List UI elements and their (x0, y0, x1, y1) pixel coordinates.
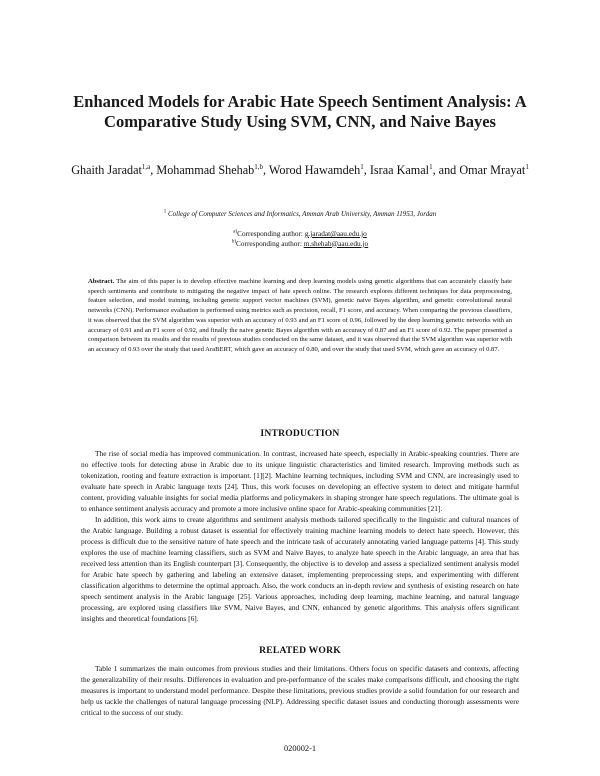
corresponding-authors (70, 229, 530, 248)
author: Ghaith Jaradat$^{1,a}$, (71, 162, 157, 177)
page-number: 020002-1 (283, 744, 317, 753)
abstract (88, 277, 512, 355)
paragraph: Table 1 summarizes the main outcomes from previous studies and their limitations. Others focus on specific datasets and contexts, affecting the generalizability of their results. Differences in evaluation and pre-performance of the scales make comparisons difficult, and choosing the right measures is important to understand model performance. Despite these limitations, previous studies provide a solid foundation for our research and help us tackle the challenges of natural language processing (NLP). Addressing specific dataset issues and conducting thorough assessments were critical to the success of our study. (81, 664, 519, 717)
email-link[interactable]: m.shehab@aau.edu.jo (303, 238, 369, 248)
paragraph: The rise of social media has improved communication. In contrast, increased hate speech, especially in Arabic-speaking countries. There are no effective tools for detecting abuse in Arabic due to its unique linguistic characteristics and limited research. Improving methods such as tokenization, rooting and feature extraction is important. [1][2]. Machine learning techniques, including SVM and CNN, are increasingly used to evaluate hate speech in Arabic language texts [24]. Thus, this work focuses on developing an effective system to detect and mitigate harmful content, providing valuable insights for social media platforms and policymakers in shaping stronger hate speech regulations. The ultimate goal is to enhance sentiment analysis accuracy and promote a more inclusive online space for Arabic-speaking communities [21]. (81, 449, 519, 513)
abstract-label: Abstract. (88, 278, 115, 285)
paper-title: Enhanced Models for Arabic Hate Speech Sentiment Analysis: A Comparative Study Using SVM, CNN, and Naive Bayes (73, 92, 527, 131)
abstract-text: The aim of this paper is to develop effective machine learning and deep learning models using genetic algorithms that can accurately classify hate speech sentiments and contribute to mitigating the negative impact of hate speech online. The research explores different techniques for data preprocessing, feature selection, and model training, including genetic support vector machines (SVM), genetic naive Bayes algorithm, and genetic convolutional neural networks (CNN). Performance evaluation is performed using metrics such as precision, recall, F1 score, and accuracy. When comparing the previous classifiers, it was observed that the SVM algorithm was superior with an accuracy of 0.93 and an F1 score of 0.96, followed by the deep learning genetic networks with an accuracy of 0.91 and an F1 score of 0.92, and finally the naive genetic Bayes algorithm with an accuracy of 0.87 and an F1 score of 0.92. The paper presented a comparison between its results and the results of previous studies conducted on the same dataset, and it was observed that the SVM algorithm was superior with an accuracy of 0.93 over the study that used AraBERT, which gave an accuracy of 0.80, and over the study that used SVM, which gave an accuracy of 0.87. (88, 278, 512, 353)
author-list (70, 161, 530, 179)
affiliation: $^1$ College of Computer Sciences and Informatics, Amman Arab University, Amman 11953, Jordan (163, 209, 437, 218)
section-heading-related-work: RELATED WORK (259, 645, 341, 656)
introduction-body (81, 449, 519, 625)
author: Israa Kamal$^1$, and (369, 162, 460, 177)
author: Mohammad Shehab$^{1,b}$, (156, 162, 269, 177)
related-work-body (81, 664, 519, 719)
paragraph: In addition, this work aims to create algorithms and sentiment analysis methods tailored specifically to the linguistic and cultural nuances of the Arabic language. Building a robust dataset is essential for effectively training machine learning models to detect hate speech. However, this process is difficult due to the sensitive nature of hate speech and the intricate task of accurately annotating varied language patterns [4]. This study explores the use of machine learning classifiers, such as SVM and Naive Bayes, to analyze hate speech in the Arabic language, an area that has received less attention than its English counterpart [3]. Consequently, the objective is to develop and assess a specialized sentiment analysis model for Arabic hate speech by gathering and labeling an extensive dataset, implementing preprocessing steps, and experimenting with different classification algorithms to determine the optimal approach. Also, the work conducts an in-depth review and synthesis of existing research on hate speech sentiment analysis in the Arabic language [25]. Various approaches, including deep learning, machine learning, and natural language processing, are explored using classifiers like SVM, Naive Bayes, and CNN, enhanced by genetic algorithms. This analysis offers significant insights and theoretical foundations [6]. (81, 515, 519, 623)
section-heading-introduction: INTRODUCTION (260, 428, 340, 439)
author: Worod Hawamdeh$^1$, (268, 162, 370, 177)
email-link[interactable]: g.jaradat@aau.edu.jo (304, 229, 367, 238)
author: Omar Mrayat$^1$ (459, 162, 529, 177)
corresponding-author-line: $^{a)}$Corresponding author: g.jaradat@aau.edu.jo (233, 229, 367, 238)
corresponding-author-line: $^{b)}$Corresponding author: m.shehab@aau.edu.jo (231, 238, 369, 248)
